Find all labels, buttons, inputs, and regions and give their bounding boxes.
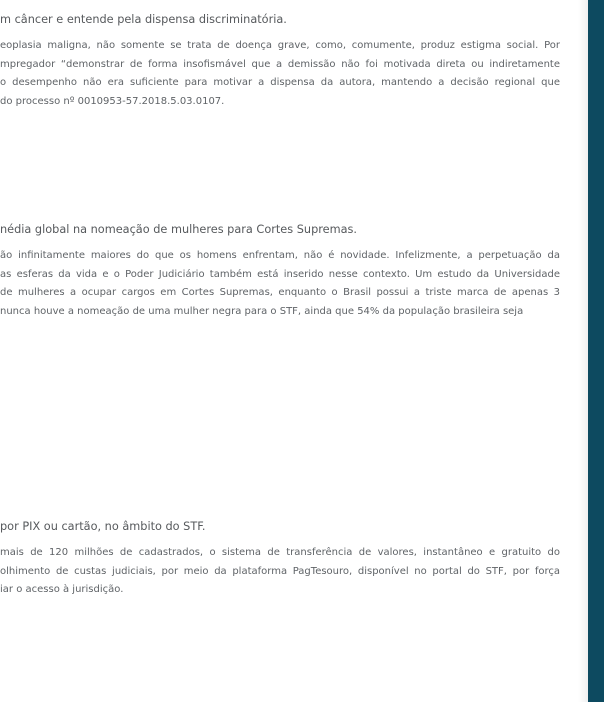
news-headline[interactable]: m câncer e entende pela dispensa discriminatória. — [0, 13, 287, 26]
news-headline[interactable]: por PIX ou cartão, no âmbito do STF. — [0, 520, 206, 533]
summary-line: eoplasia maligna, não somente se trata de doença grave, como, comumente, produz estigma social. Por — [0, 40, 560, 51]
summary-line: ão infinitamente maiores do que os homens enfrentam, não é novidade. Infelizmente, a perpetuação da — [0, 250, 560, 261]
news-item-3[interactable] — [0, 519, 560, 600]
news-headline[interactable]: nédia global na nomeação de mulheres para Cortes Supremas. — [0, 223, 357, 236]
news-item-1[interactable] — [0, 12, 560, 111]
news-summary — [0, 37, 560, 111]
news-summary — [0, 544, 560, 600]
summary-line: nunca houve a nomeação de uma mulher negra para o STF, ainda que 54% da população brasileira seja — [0, 305, 524, 317]
scrollbar-thumb[interactable] — [588, 0, 604, 702]
summary-line: iar o acesso à jurisdição. — [0, 584, 124, 595]
news-summary — [0, 247, 560, 321]
news-item-2[interactable] — [0, 222, 560, 321]
panel-edge-shadow — [578, 0, 588, 702]
vertical-scrollbar[interactable] — [588, 0, 604, 702]
summary-line: as esferas da vida e o Poder Judiciário também está inserido nesse contexto. Um estudo da Universidade — [0, 268, 560, 280]
summary-line: mais de 120 milhões de cadastrados, o sistema de transferência de valores, instantâneo e gratuito do — [0, 547, 560, 558]
summary-line: mpregador “demonstrar de forma insofismável que a demissão não foi motivada direta ou indiretamente — [0, 58, 560, 70]
summary-line: o desempenho não era suficiente para motivar a dispensa da autora, mantendo a decisão regional que — [0, 77, 560, 88]
summary-line: de mulheres a ocupar cargos em Cortes Supremas, enquanto o Brasil possui a triste marca de apenas 3 — [0, 287, 560, 298]
summary-line: do processo nº 0010953-57.2018.5.03.0107. — [0, 95, 225, 107]
summary-line: olhimento de custas judiciais, por meio da plataforma PagTesouro, disponível no portal do STF, por força — [0, 565, 560, 577]
